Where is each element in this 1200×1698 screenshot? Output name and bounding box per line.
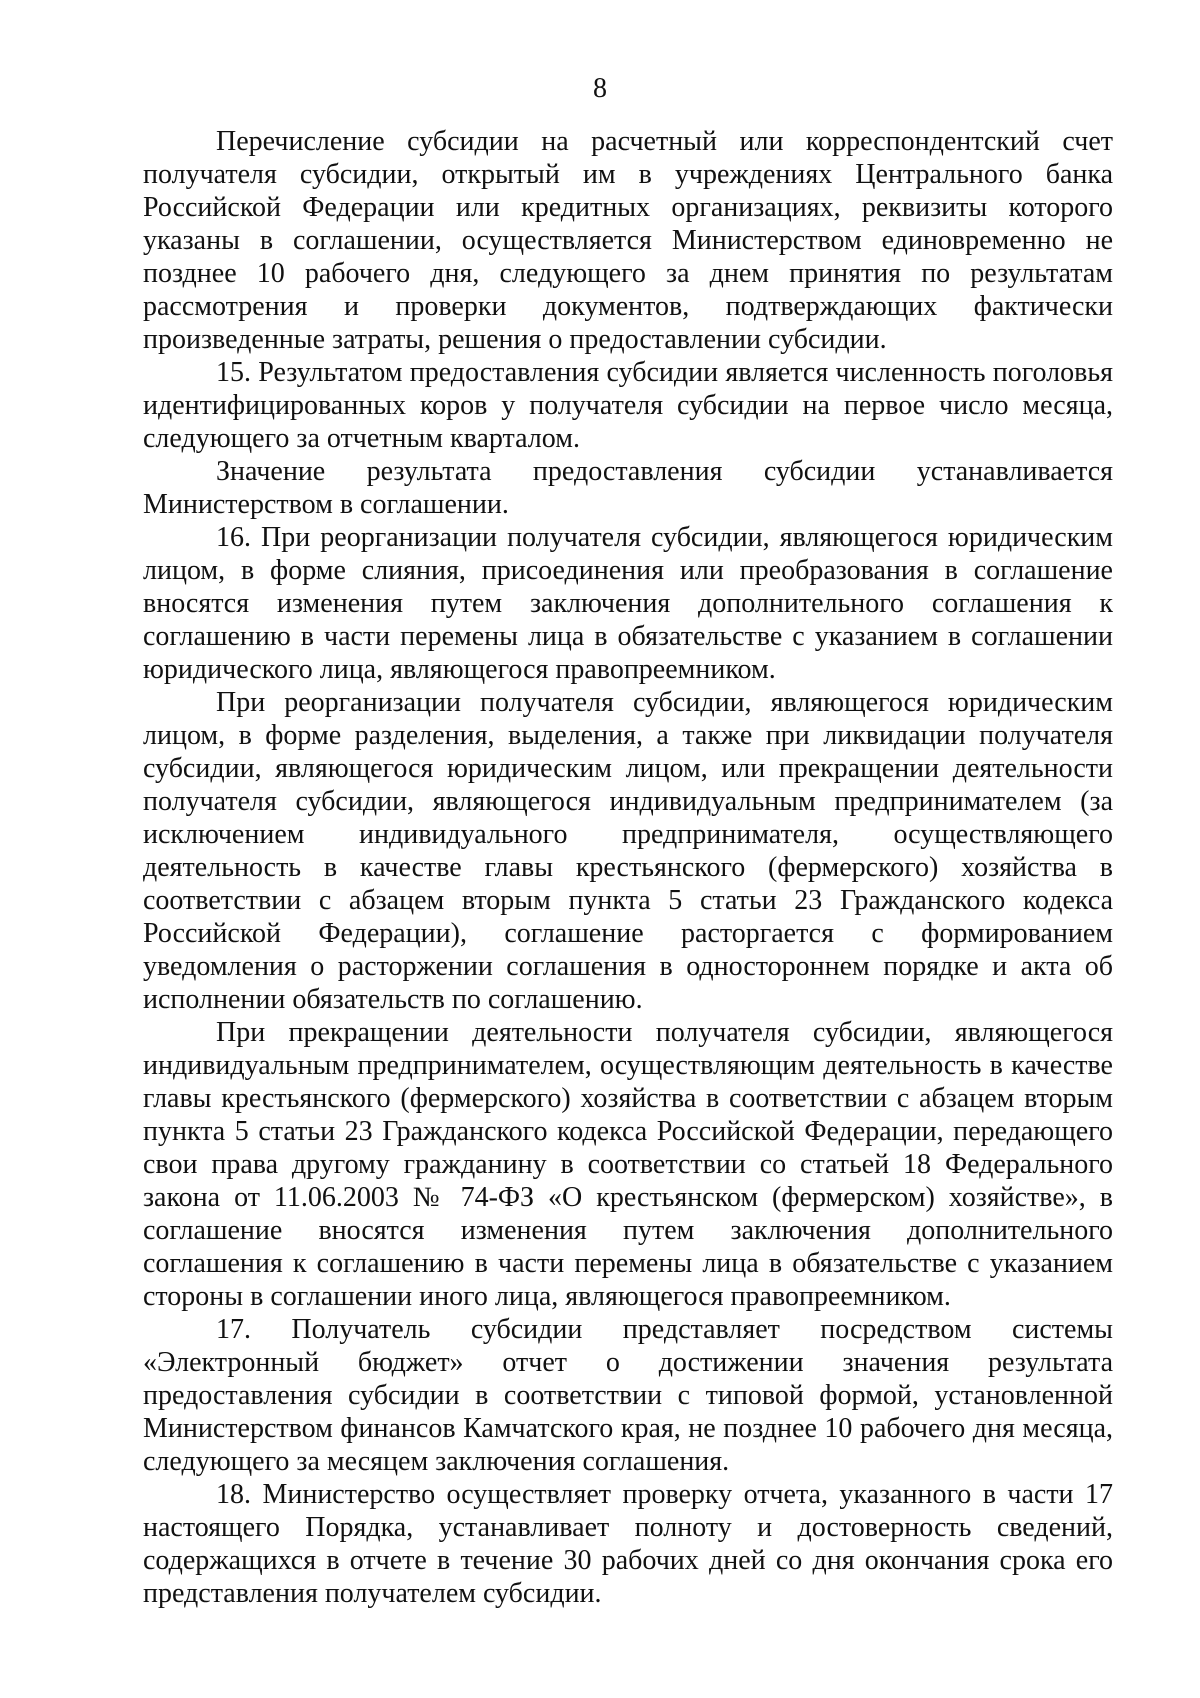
paragraph-item-16-reorganization: 16. При реорганизации получателя субсидии, являющегося юридическим лицом, в форме слияния, присоединения или преобразования в соглашение вносятся изменения путем заключения дополнительного соглашения к соглашению в части перемены лица в обязательстве с указанием в соглашении юридического лица, являющегося правопреемником. bbox=[143, 522, 1113, 685]
paragraph-farm-head-transfer: При прекращении деятельности получателя субсидии, являющегося индивидуальным предпринимателем, осуществляющим деятельность в качестве главы крестьянского (фермерского) хозяйства в соответствии с абзацем вторым пункта 5 статьи 23 Гражданского кодекса Российской Федерации, передающего свои права другому гражданину в соответствии со статьей 18 Федерального закона от 11.06.2003 № 74-ФЗ «О крестьянском (фермерском) хозяйстве», в соглашение вносятся изменения путем заключения дополнительного соглашения к соглашению в части перемены лица в обязательстве с указанием стороны в соглашении иного лица, являющегося правопреемником. bbox=[143, 1017, 1113, 1312]
paragraph-transfer-of-subsidy: Перечисление субсидии на расчетный или корреспондентский счет получателя субсидии, открытый им в учреждениях Центрального банка Российской Федерации или кредитных организациях, реквизиты которого указаны в соглашении, осуществляется Министерством единовременно не позднее 10 рабочего дня, следующего за днем принятия по результатам рассмотрения и проверки документов, подтверждающих фактически произведенные затраты, решения о предоставлении субсидии. bbox=[143, 126, 1113, 355]
paragraph-item-18-verification: 18. Министерство осуществляет проверку отчета, указанного в части 17 настоящего Порядка, устанавливает полноту и достоверность сведений, содержащихся в отчете в течение 30 рабочих дней со дня окончания срока его представления получателем субсидии. bbox=[143, 1479, 1113, 1609]
paragraph-item-15-result: 15. Результатом предоставления субсидии является численность поголовья идентифицированных коров у получателя субсидии на первое число месяца, следующего за отчетным кварталом. bbox=[143, 357, 1113, 454]
paragraph-item-17-report: 17. Получатель субсидии представляет посредством системы «Электронный бюджет» отчет о достижении значения результата предоставления субсидии в соответствии с типовой формой, установленной Министерством финансов Камчатского края, не позднее 10 рабочего дня месяца, следующего за месяцем заключения соглашения. bbox=[143, 1314, 1113, 1477]
document-body bbox=[143, 125, 1113, 1610]
paragraph-result-value: Значение результата предоставления субсидии устанавливается Министерством в соглашении. bbox=[143, 456, 1113, 520]
page-number: 8 bbox=[593, 73, 607, 104]
paragraph-reorganization-termination: При реорганизации получателя субсидии, являющегося юридическим лицом, в форме разделения, выделения, а также при ликвидации получателя субсидии, являющегося юридическим лицом, или прекращении деятельности получателя субсидии, являющегося индивидуальным предпринимателем (за исключением индивидуального предпринимателя, осуществляющего деятельность в качестве главы крестьянского (фермерского) хозяйства в соответствии с абзацем вторым пункта 5 статьи 23 Гражданского кодекса Российской Федерации), соглашение расторгается с формированием уведомления о расторжении соглашения в одностороннем порядке и акта об исполнении обязательств по соглашению. bbox=[143, 687, 1113, 1015]
